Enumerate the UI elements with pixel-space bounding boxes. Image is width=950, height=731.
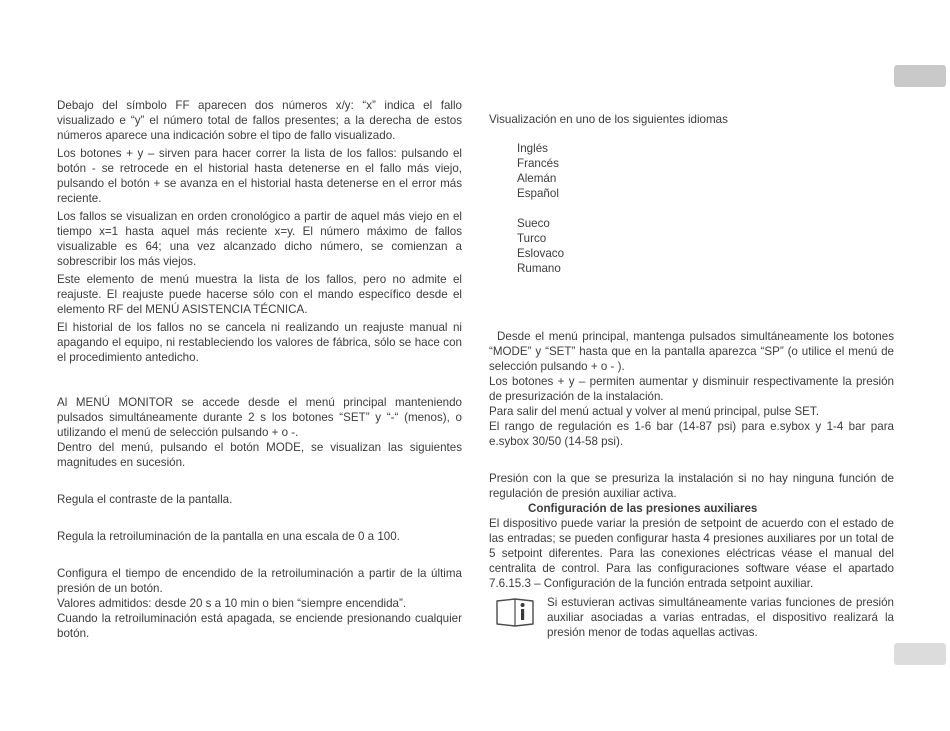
paragraph-fault-history: El historial de los fallos no se cancela ni realizando un reajuste manual ni apagando el equipo, ni restableciendo los valores de fábrica, sólo se hace con el procedimiento antedicho. — [57, 321, 462, 364]
page-tab-bottom — [894, 643, 946, 665]
paragraph-monitor-mode: Dentro del menú, pulsando el botón MODE, se visualizan las siguientes magnitudes en sucesión. — [57, 441, 462, 469]
language-item: Sueco — [517, 217, 550, 230]
manual-info-icon — [495, 597, 535, 627]
info-note — [489, 595, 894, 640]
paragraph-backlight: Regula la retroiluminación de la pantalla en una escala de 0 a 100. — [57, 530, 400, 543]
info-note-text: Si estuvieran activas simultáneamente varias funciones de presión auxiliar asociadas a varias entradas, el dispositivo realizará la presión menor de todas aquellas activas. — [547, 596, 894, 639]
paragraph-pressure-desc: Presión con la que se presuriza la instalación si no hay ninguna función de regulación de presión auxiliar activa. — [489, 472, 894, 500]
paragraph-monitor-access: Al MENÚ MONITOR se accede desde el menú principal manteniendo pulsados simultáneamente durante 2 s los botones “SET” y “-“ (menos), o utilizando el menú de selección pulsando + o -. — [57, 396, 462, 439]
paragraph-backlight-off: Cuando la retroiluminación está apagada, se enciende presionando cualquier botón. — [57, 612, 462, 640]
left-column — [57, 98, 462, 641]
language-item: Alemán — [517, 172, 557, 185]
language-item: Español — [517, 187, 559, 200]
paragraph-setpoint-exit: Para salir del menú actual y volver al menú principal, pulse SET. — [489, 405, 819, 418]
language-item: Inglés — [517, 142, 548, 155]
paragraph-fault-symbol: Debajo del símbolo FF aparecen dos números x/y: “x” indica el fallo visualizado e “y” el número total de fallos presentes; a la derecha de estos números aparece una indicación sobre el tipo de fallo visualizado. — [57, 99, 462, 142]
paragraph-aux-pressure: El dispositivo puede variar la presión de setpoint de acuerdo con el estado de las entradas; se pueden configurar hasta 4 presiones auxiliares por un total de 5 setpoint diferentes. Para las conexiones eléctricas véase el manual del centralita de control. Para las configuraciones software véase el apartado 7.6.15.3 – Configuración de la función entrada setpoint auxiliar. — [489, 517, 894, 590]
paragraph-fault-buttons: Los botones + y – sirven para hacer correr la lista de los fallos: pulsando el botón - se retrocede en el historial hasta detenerse en el fallo más viejo, pulsando el botón + se avanza en el historial hasta detenerse en el error más reciente. — [57, 147, 462, 205]
aux-pressure-heading: Configuración de las presiones auxiliares — [528, 502, 758, 515]
paragraph-fault-order: Los fallos se visualizan en orden cronológico a partir de aquel más viejo en el tiempo x=1 hasta aquel más reciente x=y. El número máximo de fallos visualizable es 64; una vez alcanzado dicho número, se comienzan a sobrescribir los más viejos. — [57, 210, 462, 268]
right-column — [489, 112, 894, 640]
language-item: Eslovaco — [517, 247, 565, 260]
page-tab-top — [894, 65, 946, 87]
language-list — [517, 141, 894, 276]
paragraph-setpoint-access: Desde el menú principal, mantenga pulsados simultáneamente los botones “MODE” y “SET” hasta que en la pantalla aparezca “SP” (o utilice el menú de selección pulsando + o - ). — [489, 330, 894, 373]
language-item: Rumano — [517, 262, 561, 275]
language-item: Turco — [517, 232, 547, 245]
paragraph-fault-reset: Este elemento de menú muestra la lista de los fallos, pero no admite el reajuste. El reajuste puede hacerse sólo con el mando específico desde el elemento RF del MENÚ ASISTENCIA TÉCNICA. — [57, 273, 462, 316]
paragraph-setpoint-range: El rango de regulación es 1-6 bar (14-87 psi) para e.sybox y 1-4 bar para e.sybox 30/50 (14-58 psi). — [489, 420, 894, 448]
paragraph-backlight-time: Configura el tiempo de encendido de la retroiluminación a partir de la última presión de un botón. — [57, 567, 462, 595]
paragraph-contrast: Regula el contraste de la pantalla. — [57, 493, 233, 506]
paragraph-language-intro: Visualización en uno de los siguientes idiomas — [489, 113, 728, 126]
language-item: Francés — [517, 157, 559, 170]
paragraph-setpoint-buttons: Los botones + y – permiten aumentar y disminuir respectivamente la presión de presurización de la instalación. — [489, 375, 894, 403]
paragraph-backlight-values: Valores admitidos: desde 20 s a 10 min o bien “siempre encendida”. — [57, 597, 407, 610]
